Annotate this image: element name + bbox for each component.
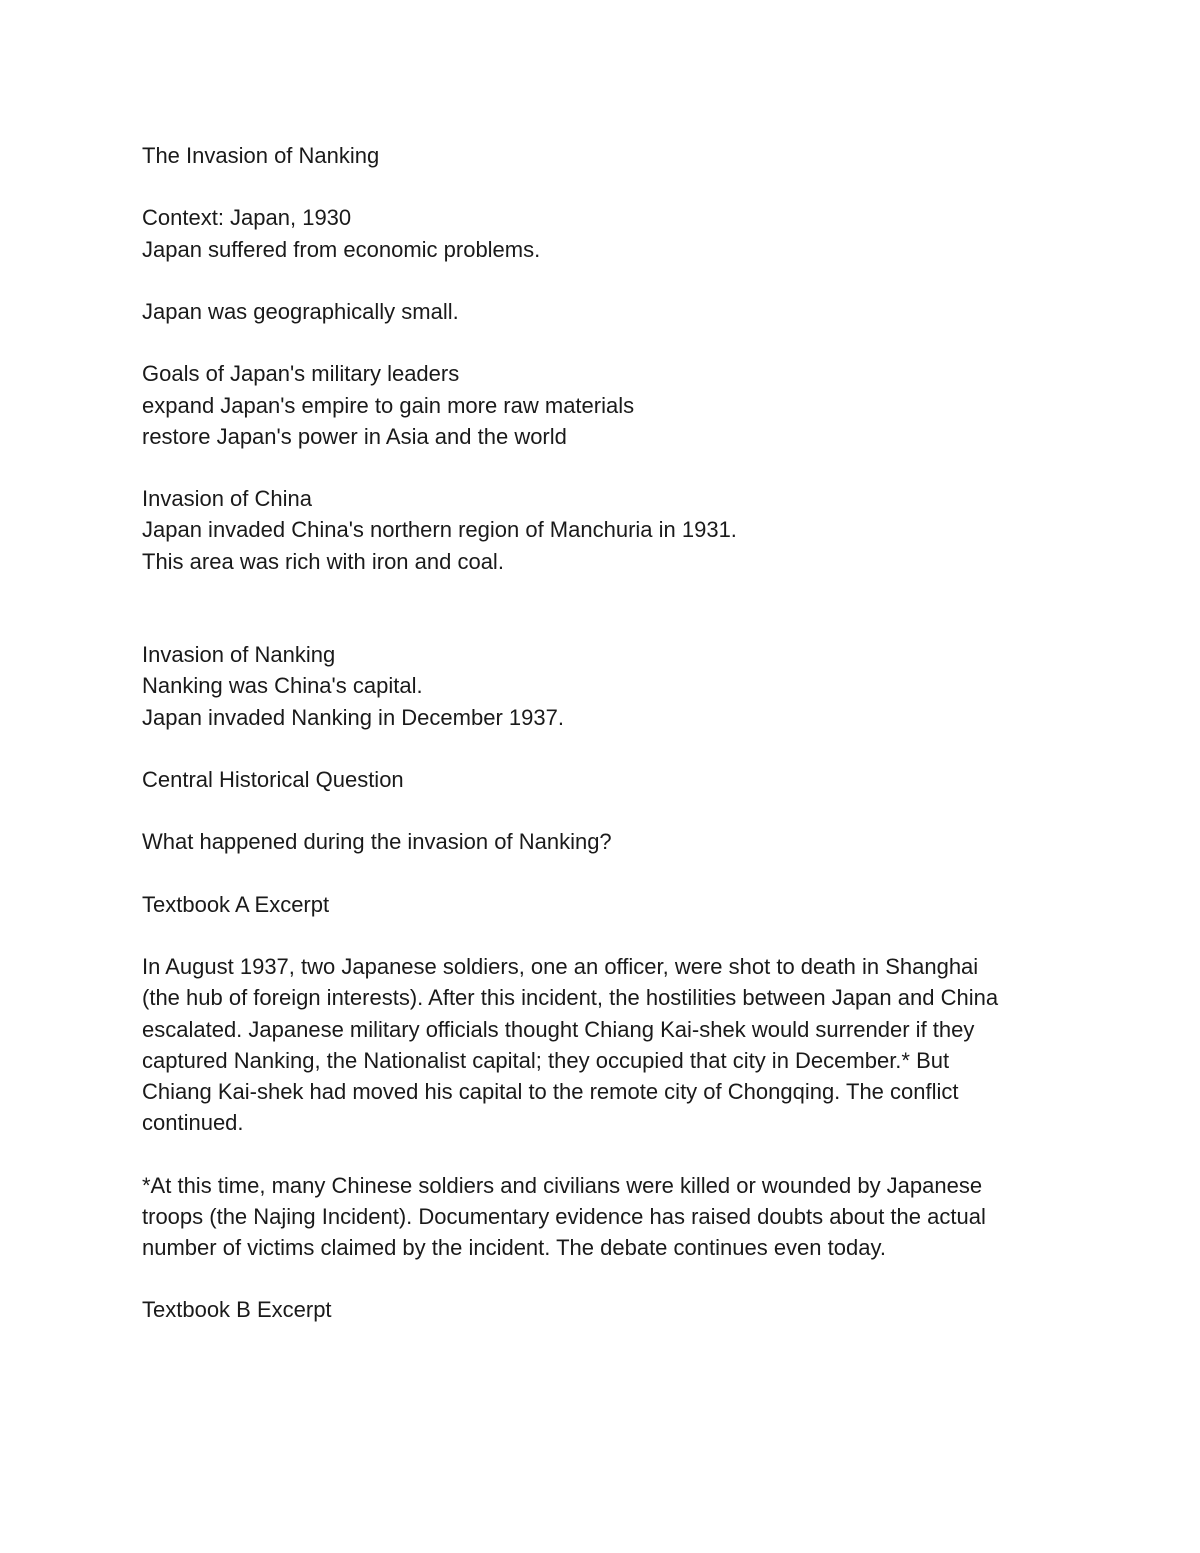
spacer [142, 1263, 1082, 1294]
spacer [142, 577, 1082, 608]
paragraph-line: In August 1937, two Japanese soldiers, one an officer, were shot to death in Shanghai [142, 954, 979, 980]
spacer [142, 452, 1082, 483]
document-page [142, 140, 1082, 1326]
spacer [142, 733, 1082, 764]
paragraph-line: continued. [142, 1110, 244, 1136]
invasion-china-line: This area was rich with iron and coal. [142, 548, 504, 574]
spacer [142, 1138, 1082, 1169]
goals-item: expand Japan's empire to gain more raw materials [142, 392, 635, 418]
textbook-a-heading: Textbook A Excerpt [142, 891, 330, 917]
spacer [142, 795, 1082, 826]
spacer [142, 327, 1082, 358]
textbook-a-paragraph [142, 951, 1067, 1138]
context-line: Japan was geographically small. [142, 298, 459, 324]
textbook-b-heading: Textbook B Excerpt [142, 1297, 332, 1323]
invasion-nanking-line: Japan invaded Nanking in December 1937. [142, 704, 564, 730]
invasion-china-line: Japan invaded China's northern region of Manchuria in 1931. [142, 517, 737, 543]
goals-item: restore Japan's power in Asia and the world [142, 423, 567, 449]
footnote-line: *At this time, many Chinese soldiers and civilians were killed or wounded by Japanese [142, 1172, 983, 1198]
paragraph-line: (the hub of foreign interests). After this incident, the hostilities between Japan and China [142, 985, 999, 1011]
spacer [142, 858, 1082, 889]
central-question-text: What happened during the invasion of Nanking? [142, 829, 612, 855]
spacer [142, 265, 1082, 296]
invasion-nanking-line: Nanking was China's capital. [142, 673, 423, 699]
footnote-line: troops (the Najing Incident). Documentary evidence has raised doubts about the actual [142, 1203, 986, 1229]
footnote-line: number of victims claimed by the incident. The debate continues even today. [142, 1234, 886, 1260]
context-heading: Context: Japan, 1930 [142, 205, 352, 231]
central-question-heading: Central Historical Question [142, 766, 404, 792]
document-title: The Invasion of Nanking [142, 143, 380, 168]
context-line: Japan suffered from economic problems. [142, 236, 541, 262]
paragraph-line: Chiang Kai-shek had moved his capital to the remote city of Chongqing. The conflict [142, 1078, 959, 1104]
goals-heading: Goals of Japan's military leaders [142, 361, 460, 387]
spacer [142, 608, 1082, 639]
invasion-china-heading: Invasion of China [142, 486, 312, 512]
paragraph-line: escalated. Japanese military officials thought Chiang Kai-shek would surrender if they [142, 1016, 975, 1042]
invasion-nanking-heading: Invasion of Nanking [142, 642, 336, 668]
spacer [142, 171, 1082, 202]
paragraph-line: captured Nanking, the Nationalist capital; they occupied that city in December.* But [142, 1047, 950, 1073]
spacer [142, 920, 1082, 951]
textbook-a-footnote [142, 1170, 1067, 1264]
